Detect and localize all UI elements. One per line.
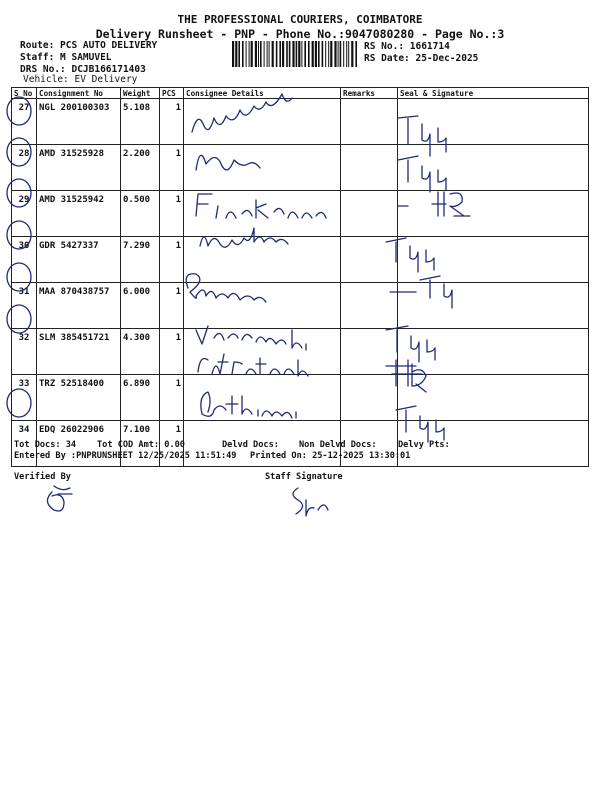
cell-consignee [184,283,341,329]
route-text: Route: PCS AUTO DELIVERY [20,40,158,51]
cell-pcs: 1 [160,145,184,191]
staff-signature-mark [293,488,328,516]
cell-sno: 30 [12,237,37,283]
cell-seal-signature [398,329,589,375]
rs-date: RS Date: 25-Dec-2025 [364,53,479,64]
cell-weight: 6.890 [121,375,160,421]
drs-number: DRS No.: DCJB166171403 [20,64,146,75]
col-consignee: Consignee Details [184,88,341,99]
cell-weight: 5.108 [121,99,160,145]
cell-remarks [341,329,398,375]
cell-remarks [341,191,398,237]
cell-seal-signature [398,99,589,145]
cell-sno: 32 [12,329,37,375]
cell-remarks [341,283,398,329]
delivered-docs: Delvd Docs: [222,440,279,450]
delivery-points: Delvy Pts: [398,440,450,450]
cell-consignment: GDR 5427337 [37,237,121,283]
company-title: THE PROFESSIONAL COURIERS, COIMBATORE [177,13,423,26]
cell-remarks [341,375,398,421]
col-weight: Weight [121,88,160,99]
cell-consignee [184,237,341,283]
staff-signature-label: Staff Signature [265,472,343,482]
cell-pcs: 1 [160,375,184,421]
cell-pcs: 1 [160,421,184,467]
cell-weight: 7.290 [121,237,160,283]
col-remarks: Remarks [341,88,398,99]
cell-pcs: 1 [160,237,184,283]
col-sno: S No [12,88,37,99]
cell-consignment: AMD 31525942 [37,191,121,237]
cell-sno: 28 [12,145,37,191]
cell-seal-signature [398,145,589,191]
cell-seal-signature [398,191,589,237]
barcode-image [232,41,358,67]
cell-pcs: 1 [160,191,184,237]
cell-weight: 4.300 [121,329,160,375]
printed-on: Printed On: 25-12-2025 13:30:01 [250,451,411,461]
table-row [12,237,589,283]
cell-seal-signature [398,375,589,421]
cell-sno: 33 [12,375,37,421]
cell-consignment: AMD 31525928 [37,145,121,191]
cell-pcs: 1 [160,99,184,145]
cell-sno: 27 [12,99,37,145]
cell-consignee [184,375,341,421]
cell-weight: 7.100 [121,421,160,467]
cell-remarks [341,237,398,283]
cell-sno: 31 [12,283,37,329]
staff-text: Staff: M SAMUVEL [20,52,112,63]
runsheet-table [11,87,589,467]
cell-consignment: TRZ 52518400 [37,375,121,421]
entered-by: Entered By :PNPRUNSHEET 12/25/2025 11:51:49 [14,451,237,461]
col-consignment: Consignment No [37,88,121,99]
verified-by-label: Verified By [14,472,71,482]
rs-number: RS No.: 1661714 [364,41,450,52]
runsheet-subtitle: Delivery Runsheet - PNP - Phone No.:9047080280 - Page No.:3 [95,27,505,41]
cell-pcs: 1 [160,283,184,329]
verified-by-signature [47,486,72,511]
cell-consignee [184,99,341,145]
cell-consignee [184,191,341,237]
vehicle-text: Vehicle: EV Delivery [23,74,138,85]
cell-remarks [341,99,398,145]
cell-consignee [184,145,341,191]
col-pcs: PCS [160,88,184,99]
total-docs: Tot Docs: 34 [14,440,77,450]
cell-consignment: EDQ 26022906 [37,421,121,467]
cell-weight: 6.000 [121,283,160,329]
cell-sno: 29 [12,191,37,237]
cell-consignment: MAA 870438757 [37,283,121,329]
table-row [12,283,589,329]
non-delivered-docs: Non Delvd Docs: [299,440,377,450]
cell-weight: 0.500 [121,191,160,237]
table-row [12,329,589,375]
cell-consignment: SLM 385451721 [37,329,121,375]
table-row [12,145,589,191]
col-seal-signature: Seal & Signature [398,88,589,99]
cell-pcs: 1 [160,329,184,375]
table-header-row [12,88,589,99]
cell-consignee [184,329,341,375]
total-cod-amount: Tot COD Amt: 0.00 [97,440,185,450]
cell-seal-signature [398,283,589,329]
cell-remarks [341,145,398,191]
cell-consignment: NGL 200100303 [37,99,121,145]
table-row [12,375,589,421]
cell-weight: 2.200 [121,145,160,191]
table-row [12,99,589,145]
table-row [12,191,589,237]
cell-sno: 34 [12,421,37,467]
cell-seal-signature [398,237,589,283]
